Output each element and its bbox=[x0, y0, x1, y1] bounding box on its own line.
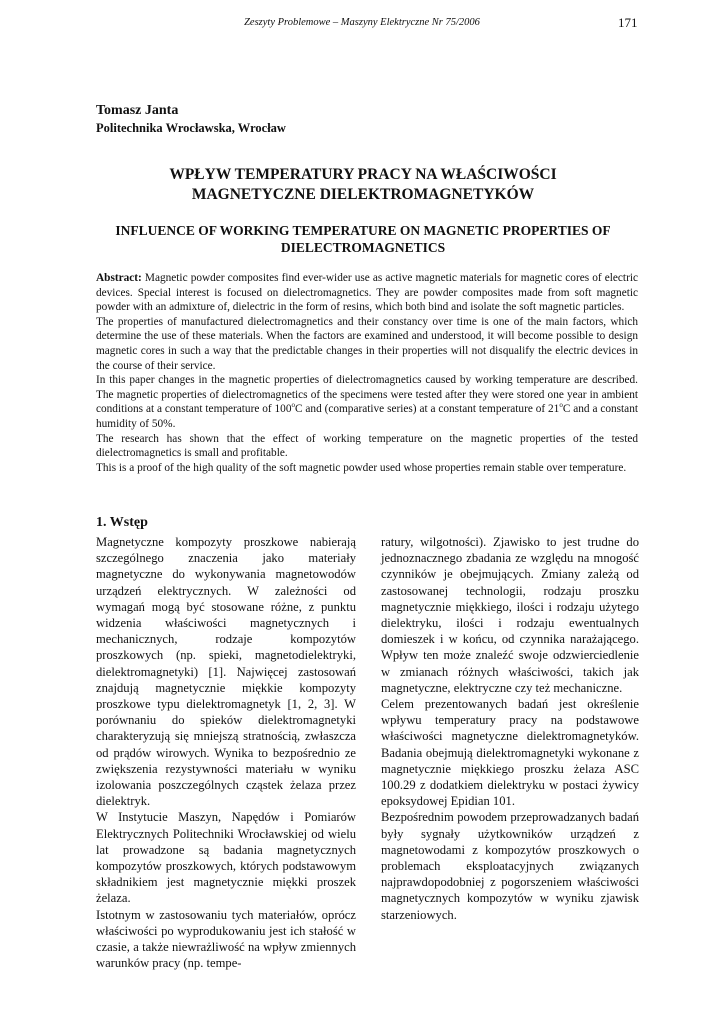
abstract-text: C and (comparative series) at a constant temperature of 21 bbox=[294, 403, 560, 416]
abstract-paragraph: The research has shown that the effect of working temperature on the magnetic properties of the tested dielectromagnetics is small and profitable. bbox=[96, 432, 638, 460]
right-column bbox=[381, 534, 639, 923]
body-paragraph: Bezpośrednim powodem przeprowadzanych badań były sygnały użytkowników urządzeń z magnetowodami z kompozytów proszkowych o problemach eksploatacyjnych związanych najprawdopodobniej z pogorszeniem właściwości magnetycznych kompozytów w wyniku zjawisk starzeniowych. bbox=[381, 810, 639, 922]
degree-sign: o bbox=[559, 401, 563, 410]
body-paragraph: Magnetyczne kompozyty proszkowe nabierają szczególnego znaczenia jako materiały magnetyczne do wykonywania magnetowodów urządzeń elektrycznych. W zależności od wymagań mogą być stosowane różne, z punktu widzenia właściwości magnetycznych i mechanicznych, rodzaje kompozytów proszkowych (np. spieki, magnetodielektryki, dielektromagnetyki) [1]. Najwięcej zastosowań znajdują magnetycznie miękkie kompozyty proszkowe typu dielektromagnetyk [1, 2, 3]. W porównaniu do spieków dielektromagnetyki charakteryzują się mniejszą stratnością, zwłaszcza od prądów wirowych. Wynika to bezpośrednio ze zwiększenia rezystywności materiału w wyniku izolowania poszczególnych cząstek żelaza przez dielektryk. bbox=[96, 535, 356, 809]
abstract bbox=[96, 271, 638, 475]
degree-sign: o bbox=[291, 401, 295, 410]
body-paragraph: ratury, wilgotności). Zjawisko to jest trudne do jednoznacznego zbadania ze względu na mnogość czynników je obejmujących. Zmiany zależą od zastosowanej technologii, rodzaju proszku magnetycznie miękkiego, ilości i rodzaju użytego dielektryku, ilości i rodzaju ewentualnych domieszek i w końcu, od czynnika narażającego. Wpływ ten może znaleźć swoje odzwierciedlenie w zmianach różnych właściwości, takich jak magnetyczne, elektryczne czy też mechaniczne. bbox=[381, 535, 639, 695]
title-polish bbox=[96, 165, 630, 205]
abstract-paragraph bbox=[96, 373, 638, 431]
abstract-text: In this paper changes in the magnetic properties of dielectromagnetics caused by working temperature are described. The magnetic properties of dielectromagnetics of the specimens were tested after they were stored one year in ambient conditions at a constant temperature of 100 bbox=[96, 374, 638, 416]
author-affiliation: Politechnika Wrocławska, Wrocław bbox=[96, 121, 286, 135]
title-english bbox=[96, 222, 630, 256]
section-heading: 1. Wstęp bbox=[96, 515, 148, 530]
body-paragraph: Celem prezentowanych badań jest określenie wpływu temperatury pracy na podstawowe właściwości magnetyczne dielektromagnetyków. Badania obejmują dielektromagnetyki wykonane z magnetycznie miękkiego proszku żelaza ASC 100.29 z dodatkiem dielektryku w postaci żywicy epoksydowej Epidian 101. bbox=[381, 697, 639, 809]
left-column bbox=[96, 534, 356, 971]
page-number: 171 bbox=[618, 15, 638, 30]
abstract-paragraph: This is a proof of the high quality of the soft magnetic powder used whose properties remain stable over temperature. bbox=[96, 461, 627, 474]
author-name: Tomasz Janta bbox=[96, 103, 179, 118]
abstract-text: Magnetic powder composites find ever-wider use as active magnetic materials for magnetic cores of electric devices. Special interest is focused on dielectromagnetics. They are powder composites made from soft magnetic powder with an admixture of, dielectric in the form of resins, which both bind and isolate the soft magnetic particles. bbox=[96, 272, 638, 314]
abstract-label: Abstract: bbox=[96, 272, 142, 284]
title-polish-line: WPŁYW TEMPERATURY PRACY NA WŁAŚCIWOŚCI bbox=[169, 166, 557, 183]
abstract-paragraph: The properties of manufactured dielectromagnetics and their constancy over time is one of the main factors, which determine the use of these materials. When the factors are examined and understood, it will become possible to design magnetic cores in such a way that the predictable changes in their properties will not disqualify the electric devices in the course of their service. bbox=[96, 315, 638, 372]
body-paragraph: W Instytucie Maszyn, Napędów i Pomiarów Elektrycznych Politechniki Wrocławskiej od wielu lat prowadzone są badania magnetycznych kompozytów proszkowych, których podstawowym składnikiem jest magnetycznie miękki proszek żelaza. bbox=[96, 810, 356, 906]
journal-header: Zeszyty Problemowe – Maszyny Elektryczne Nr 75/2006 bbox=[244, 17, 480, 28]
body-paragraph: Istotnym w zastosowaniu tych materiałów, oprócz właściwości po wyprodukowaniu jest ich stałość w czasie, a także niewrażliwość na wpływ zmiennych warunków pracy (np. tempe- bbox=[96, 907, 356, 971]
title-polish-line: MAGNETYCZNE DIELEKTROMAGNETYKÓW bbox=[191, 186, 535, 203]
title-english-line: INFLUENCE OF WORKING TEMPERATURE ON MAGNETIC PROPERTIES OF bbox=[115, 223, 611, 238]
abstract-text: C and a constant humidity of 50%. bbox=[96, 403, 638, 430]
abstract-paragraph bbox=[96, 271, 638, 315]
title-english-line: DIELECTROMAGNETICS bbox=[280, 240, 446, 255]
